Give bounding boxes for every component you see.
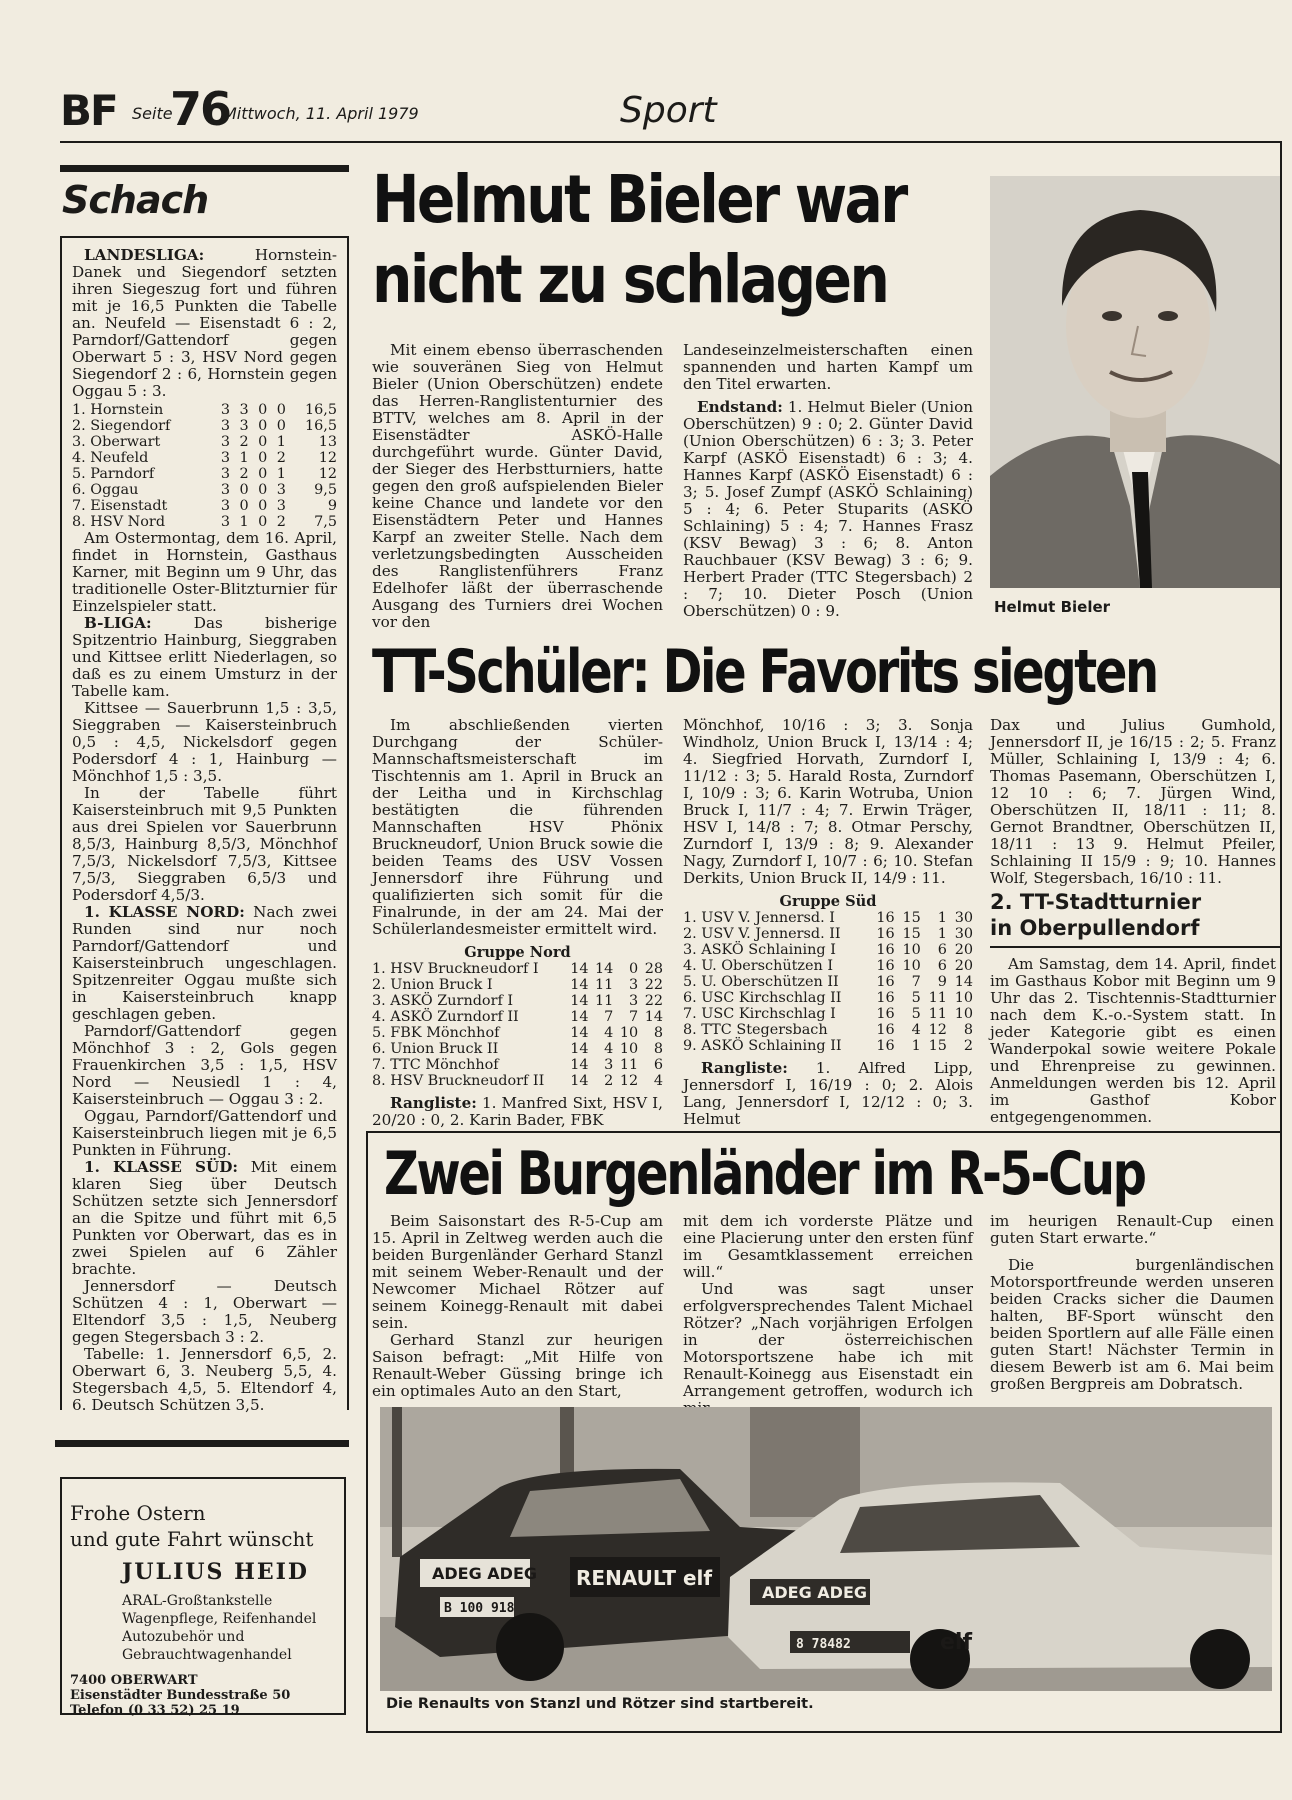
table-row: 6. USC Kirchschlag II 16 5 11 10 [683, 990, 973, 1006]
issue-date: Mittwoch, 11. April 1979 [223, 104, 419, 123]
bieler-col-2 [683, 342, 973, 620]
schach-table [72, 402, 337, 530]
ad-desc-1: ARAL-Großtankstelle [122, 1593, 273, 1609]
tt-rangliste-nord [372, 1095, 663, 1129]
schach-p6-text: Nach zwei Runden sind nur noch Parndorf/Gattendorf und Kaisersteinbruch ungeschlagen. Spitzenreiter Oggau mußte sich in Kaisersteinbruch knapp geschlagen geben. [72, 903, 338, 1023]
masthead-logo: BF [60, 86, 117, 135]
schach-p10: Jennersdorf — Deutsch Schützen 4 : 1, Oberwart — Eltendorf 3,5 : 1,5, Neuberg gegen Stegersbach 3 : 2. [72, 1277, 337, 1346]
table-row: 3. ASKÖ Zurndorf I 14 11 3 22 [372, 993, 663, 1009]
table-row: 5. FBK Mönchhof 14 4 10 8 [372, 1025, 663, 1041]
schach-p11: Tabelle: 1. Jennersdorf 6,5, 2. Oberwart 6, 3. Neuberg 5,5, 4. Stegersbach 4,5, 5. Eltendorf 4, 6. Deutsch Schützen 3,5. [72, 1345, 337, 1414]
table-row: 7. Eisenstadt 3 0 0 3 9 [72, 498, 337, 514]
tt-nord-title: Gruppe Nord [464, 944, 571, 961]
schach-top-bar [60, 165, 349, 172]
table-row: 2. Siegendorf 3 3 0 0 16,5 [72, 418, 337, 434]
masthead [60, 82, 1280, 142]
schach-p6 [72, 904, 337, 1023]
schach-p4: Kittsee — Sauerbrunn 1,5 : 3,5, Sieggraben — Kaisersteinbruch 0,5 : 4,5, Nickelsdorf gegen Podersdorf 4 : 1, Hainburg — Mönchhof 1,5 : 3,5. [72, 699, 337, 785]
schach-p2: Am Ostermontag, dem 16. April, findet in Hornstein, Gasthaus Karner, mit Beginn um 9 Uhr, das traditionelle Oster-Blitzturnier für Einzelspieler statt. [72, 529, 337, 615]
table-row: 3. ASKÖ Schlaining I 16 10 6 20 [683, 942, 973, 958]
r5-headline: Zwei Burgenländer im R-5-Cup [384, 1139, 1145, 1209]
cars-image [380, 1407, 1272, 1691]
schach-p5: In der Tabelle führt Kaisersteinbruch mit 9,5 Punkten aus drei Spielen vor Sauerbrunn 8,5/3, Hainburg 8,5/3, Mönchhof 7,5/3, Nickelsdorf 7,5/3, Kittsee 7,5/3, Sieggraben 6,5/3 und Podersdorf 4,5/3. [72, 784, 337, 904]
car1-plate-text: B 100 918 [444, 1601, 515, 1616]
masthead-rule [60, 141, 1282, 143]
section-title: Sport [620, 90, 717, 131]
tt-col-2 [683, 717, 973, 1128]
table-row: 4. U. Oberschützen I 16 10 6 20 [683, 958, 973, 974]
bieler-photo [990, 176, 1282, 588]
ad-greeting-1: Frohe Ostern [70, 1501, 206, 1525]
schach-p1-lead: LANDESLIGA: [84, 246, 205, 264]
table-row: 2. USV V. Jennersd. II 16 15 1 30 [683, 926, 973, 942]
bieler-headline-2: nicht zu schlagen [372, 241, 888, 318]
table-row: 6. Union Bruck II 14 4 10 8 [372, 1041, 663, 1057]
table-row: 8. TTC Stegersbach 16 4 12 8 [683, 1022, 973, 1038]
r5-col-2a-text: mit dem ich vorderste Plätze und eine Placierung unter den ersten fünf im Gesamtklassement erreichen will.“ [683, 1212, 973, 1281]
renault-photo [380, 1407, 1272, 1691]
schach-p1-text: Hornstein-Danek und Siegendorf setzten ihren Siegeszug fort und führen mit je 16,5 Punkten die Tabelle an. Neufeld — Eisenstadt 6 : 2, Parndorf/Gattendorf gegen Oberwart 5 : 3, HSV Nord gegen Siegendorf 2 : 6, Hornstein gegen Oggau 5 : 3. [72, 246, 337, 400]
bieler-endstand [683, 399, 973, 620]
stadtturnier-title-1: 2. TT-Stadtturnier [990, 890, 1202, 914]
ad-greeting-2: und gute Fahrt wünscht [70, 1527, 314, 1551]
schach-p8: Oggau, Parndorf/Gattendorf und Kaisersteinbruch liegen mit je 6,5 Punkten in Führung. [72, 1107, 337, 1159]
bieler-col-2a: Landeseinzelmeisterschaften einen spannenden und harten Kampf um den Titel erwarten. [683, 341, 973, 393]
r5-col-1-text: Beim Saisonstart des R-5-Cup am 15. April in Zeltweg werden auch die beiden Burgenländer Gerhard Stanzl mit seinem Weber-Renault und der Newcomer Michael Rötzer auf seinem Koinegg-Renault mit dabei sein. [372, 1212, 663, 1332]
tt-headline: TT-Schüler: Die Favorits siegten [372, 637, 1157, 707]
table-row: 2. Union Bruck I 14 11 3 22 [372, 977, 663, 993]
table-row: 5. U. Oberschützen II 16 7 9 14 [683, 974, 973, 990]
table-row: 4. Neufeld 3 1 0 2 12 [72, 450, 337, 466]
tt-rangliste-sued-lead: Rangliste: [701, 1059, 788, 1077]
ad-phone: Telefon (0 33 52) 25 19 [70, 1703, 240, 1718]
tt-nord-table [372, 961, 663, 1089]
car2-plate-text: 8 78482 [796, 1637, 851, 1652]
bieler-endstand-lead: Endstand: [697, 398, 783, 416]
schach-title: Schach [62, 178, 209, 222]
table-row: 1. HSV Bruckneudorf I 14 14 0 28 [372, 961, 663, 977]
r5-col-3 [990, 1213, 1274, 1393]
stadtturnier-title-2: in Oberpullendorf [990, 916, 1200, 940]
tt-col-3: Dax und Julius Gumhold, Jennersdorf II, je 16/15 : 2; 5. Franz Müller, Schlaining I, 13/9 : 4; 6. Thomas Pasemann, Oberschützen I, 12 10 : 6; 7. Jürgen Wind, Oberschützen II, 18/11 : 11; 8. Gernot Brandtner, Oberschützen II, 18/11 : 13 9. Helmut Pfeiler, Schlaining II 15/9 : 9; 10. Hannes Wolf, Stegersbach, 16/10 : 11. [990, 716, 1276, 887]
page-number: 76 [170, 82, 231, 136]
schach-p9-lead: 1. KLASSE SÜD: [84, 1158, 239, 1176]
ad-street: Eisenstädter Bundesstraße 50 [70, 1688, 291, 1703]
r5-col-2 [683, 1213, 973, 1417]
table-row: 1. Hornstein 3 3 0 0 16,5 [72, 402, 337, 418]
portrait-image [990, 176, 1282, 588]
table-row: 3. Oberwart 3 2 0 1 13 [72, 434, 337, 450]
r5-col-1b-text: Gerhard Stanzl zur heurigen Saison befragt: „Mit Hilfe von Renault-Weber Güssing bringe ich ein optimales Auto an den Start, [372, 1331, 663, 1400]
stadtturnier-title-rule [990, 946, 1282, 948]
car2-banner-text: ADEG ADEG [762, 1583, 868, 1602]
table-row: 1. USV V. Jennersd. I 16 15 1 30 [683, 910, 973, 926]
table-row: 5. Parndorf 3 2 0 1 12 [72, 466, 337, 482]
car2-sponsor-text: elf [940, 1630, 973, 1655]
schach-p1 [72, 247, 337, 400]
bieler-col-1: Mit einem ebenso überraschenden wie souveränen Sieg von Helmut Bieler (Union Oberschützen) endete das Herren-Ranglistenturnier des BTTV, welches am 8. April in der Eisenstädter ASKÖ-Halle durchgeführt wurde. Günter David, der Sieger des Herbstturniers, hatte gegen den groß aufspielenden Bieler keine Chance und landete vor den Eisenstädtern Peter und Hannes Karpf an zweiter Stelle. Nach dem verletzungsbedingten Ausscheiden des Ranglistenführers Franz Edelhofer läßt der überraschende Ausgang des Turniers drei Wochen vor den [372, 341, 663, 631]
ad-desc-4: Gebrauchtwagenhandel [122, 1647, 292, 1663]
schach-p9-text: Mit einem klaren Sieg über Deutsch Schützen setzte sich Jennersdorf an die Spitze und führt mit 6,5 Punkten vor Oberwart, das es in zwei Spielen auf 6 Zähler brachte. [72, 1158, 338, 1278]
tt-col-1-text: Im abschließenden vierten Durchgang der Schüler-Mannschaftsmeisterschaft im Tischtennis am 1. April in Bruck an der Leitha und in Kirchschlag bestätigten die führenden Mannschaften HSV Phönix Bruckneudorf, Union Bruck sowie die beiden Teams des USV Vossen Jennersdorf ihre Führung und qualifizierten sich somit für die Finalrunde, in der am 24. Mai der Schülerlandesmeister ermittelt wird. [372, 716, 663, 938]
schach-p3-text: Das bisherige Spitzentrio Hainburg, Sieggraben und Kittsee erlitt Niederlagen, so daß es zu einem Umsturz in der Tabelle kam. [72, 614, 337, 700]
r5-col-2b-text: Und was sagt unser erfolgversprechendes Talent Michael Rötzer? „Nach vorjährigen Erfolgen in der österreichischen Motorsportszene habe ich mit Renault-Koinegg aus Eisenstadt ein Arrangement getroffen, wodurch ich [683, 1280, 973, 1400]
bieler-headline-1: Helmut Bieler war [372, 161, 906, 238]
ad-desc-3: Autozubehör und [122, 1629, 245, 1645]
table-row: 8. HSV Bruckneudorf II 14 2 12 4 [372, 1073, 663, 1089]
table-row: 7. USC Kirchschlag I 16 5 11 10 [683, 1006, 973, 1022]
column-rule-right [1280, 143, 1282, 1733]
ad-city: 7400 OBERWART [70, 1673, 198, 1688]
tt-rangliste-nord-lead: Rangliste: [390, 1094, 477, 1112]
schach-bottom-bar [55, 1440, 349, 1447]
table-row: 6. Oggau 3 0 0 3 9,5 [72, 482, 337, 498]
schach-p3-lead: B-LIGA: [84, 614, 152, 632]
schach-p9 [72, 1159, 337, 1278]
car1-banner-text: ADEG ADEG [432, 1564, 538, 1583]
table-row: 7. TTC Mönchhof 14 3 11 6 [372, 1057, 663, 1073]
r5-col-3b-text: Die burgenländischen Motorsportfreunde werden unseren beiden Cracks sicher die Daumen halten, BF-Sport wünscht den beiden Sportlern auf alle Fälle einen guten Start! Nächster Termin in diesem Bewerb ist am 6. Mai beim großen Bergpreis am Dobratsch. [990, 1256, 1274, 1393]
schach-p6-lead: 1. KLASSE NORD: [84, 903, 245, 921]
car1-brand-text: RENAULT elf [576, 1566, 713, 1590]
table-row: 9. ASKÖ Schlaining II 16 1 15 2 [683, 1038, 973, 1054]
r5-col-3a-text: im heurigen Renault-Cup einen guten Start erwarte.“ [990, 1212, 1274, 1247]
table-row: 8. HSV Nord 3 1 0 2 7,5 [72, 514, 337, 530]
tt-rangliste-sued [683, 1060, 973, 1128]
schach-p7: Parndorf/Gattendorf gegen Mönchhof 3 : 2, Gols gegen Frauenkirchen 3,5 : 1,5, HSV Nord — Neusiedl 1 : 4, Kaisersteinbruch — Oggau 3 : 2. [72, 1022, 337, 1108]
table-row: 4. ASKÖ Zurndorf II 14 7 7 14 [372, 1009, 663, 1025]
tt-sued-title: Gruppe Süd [779, 893, 877, 910]
page-prefix: Seite [132, 104, 173, 123]
tt-sued-table [683, 910, 973, 1054]
bieler-endstand-text: 1. Helmut Bieler (Union Oberschützen) 9 : 0; 2. Günter David (Union Oberschützen) 6 : 3; 3. Peter Karpf (ASKÖ Eisenstadt) 6 : 3; 4. Hannes Karpf (ASKÖ Eisenstadt) 6 : 3; 5. Josef Zumpf (ASKÖ Schlaining) 5 : 4; 6. Peter Stuparits (ASKÖ Schlaining) 5 : 4; 7. Hannes Frasz (KSV Bewag) 3 : 6; 8. Anton Rauchbauer (KSV Bewag) 3 : 6; 9. Herbert Prader (TTC Stegersbach) 2 : 7; 10. Dieter Posch (Union Oberschützen) 0 : 9. [683, 398, 973, 620]
tt-rangliste-sued-text: 1. Alfred Lipp, Jennersdorf I, 16/19 : 0; 2. Alois Lang, Jennersdorf I, 12/12 : 0; 3. Helmut [683, 1059, 973, 1128]
r5-col-1 [372, 1213, 663, 1400]
tt-rangliste-nord-text: 1. Manfred Sixt, HSV I, 20/20 : 0, 2. Karin Bader, FBK [372, 1094, 663, 1129]
tt-col-1 [372, 717, 663, 1129]
bieler-photo-caption: Helmut Bieler [994, 598, 1111, 616]
stadtturnier-text: Am Samstag, dem 14. April, findet im Gasthaus Kobor mit Beginn um 9 Uhr das 2. Tischtennis-Stadtturnier nach dem K.-o.-System statt. In jeder Kategorie gibt es einen Wanderpokal sowie weitere Pokale und Ehrenpreise zu gewinnen. Anmeldungen werden bis 12. April im Gasthof Kobor entgegengenommen. [990, 955, 1276, 1126]
ad-company-name: JULIUS HEID [122, 1559, 310, 1585]
schach-article [60, 238, 349, 1414]
advertisement [60, 1477, 346, 1718]
tt-col-2-text: Mönchhof, 10/16 : 3; 3. Sonja Windholz, Union Bruck I, 13/14 : 4; 4. Siegfried Horvath, Zurndorf I, 11/12 : 3; 5. Harald Rosta, Zurndorf I, 10/9 : 3; 6. Karin Wotruba, Union Bruck I, 11/7 : 4; 7. Erwin Träger, HSV I, 14/8 : 7; 8. Otmar Perschy, Zurndorf I, 13/9 : 8; 9. Alexander Nagy, Zurndorf I, 10/7 : 6; 10. Stefan Derkits, Union Bruck II, 14/9 : 11. [683, 716, 973, 887]
schach-p3 [72, 615, 337, 700]
ad-desc-2: Wagenpflege, Reifenhandel [122, 1611, 317, 1627]
renault-photo-caption: Die Renaults von Stanzl und Rötzer sind startbereit. [386, 1696, 814, 1712]
